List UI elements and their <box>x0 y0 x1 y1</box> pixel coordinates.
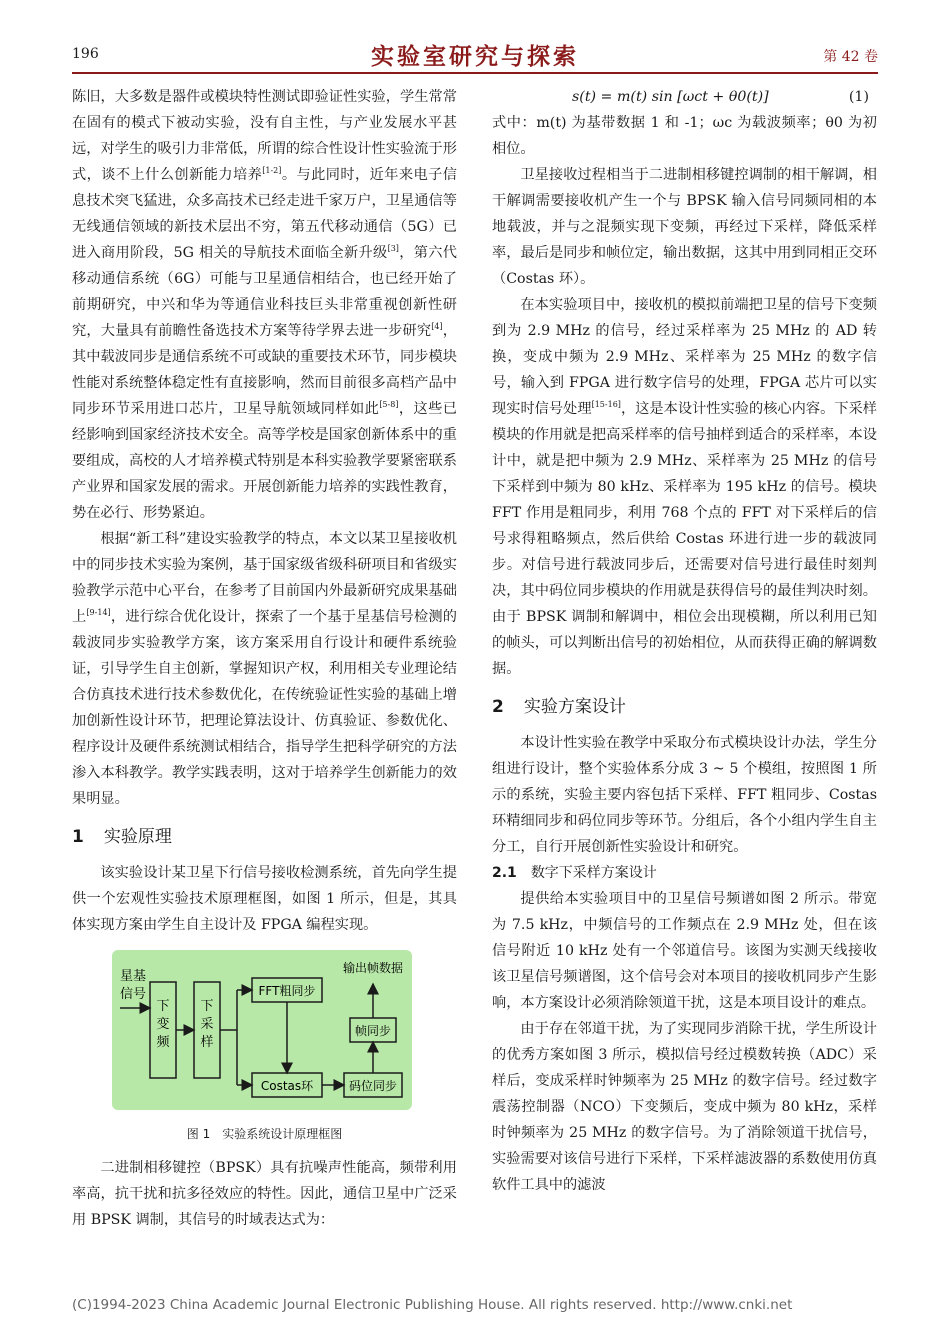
svg-text:Costas环: Costas环 <box>260 1079 314 1093</box>
page-number: 196 <box>72 46 99 62</box>
input-label-2: 信号 <box>120 987 147 1002</box>
paragraph: 提供给本实验项目中的卫星信号频谱如图 2 所示。带宽为 7.5 kHz，中频信号的工作频点在 2.9 MHz 处，但在该信号附近 10 kHz 处有一个邻道信号。该图为实测天线接收该卫星信号频谱图，这个信号会对本项目的接收机同步产生影响，本方案设计必须消除领道干扰，这是本项目设计的难点。 <box>492 891 877 1011</box>
left-column <box>72 84 457 1233</box>
citation: [5-8] <box>379 400 399 409</box>
paragraph: 二进制相移键控（BPSK）具有抗噪声性能高，频带利用率高，抗干扰和抗多径效应的特性。因此，通信卫星中广泛采用 BPSK 调制，其信号的时域表达式为： <box>72 1160 457 1228</box>
right-column <box>492 84 877 1198</box>
section-heading: 2 实验方案设计 <box>492 697 626 717</box>
header-rule <box>72 72 878 74</box>
svg-text:码位同步: 码位同步 <box>348 1079 398 1093</box>
subsection-heading: 2.1 数字下采样方案设计 <box>492 865 657 881</box>
paragraph: 在本实验项目中，接收机的模拟前端把卫星的信号下变频到为 2.9 MHz 的信号，经过采样率为 25 MHz 的 AD 转换，变成中频为 2.9 MHz、采样率为 25 MHz 的数字信号，输入到 FPGA 进行数字信号的处理，FPGA 芯片可以实现实时信号处理[15-16]，这是本设计性实验的核心内容。下采样模块的作用就是把高采样率的信号抽样到适合的采样率，本设计中，就是把中频为 2.9 MHz、采样率为 25 MHz 的信号下采样到中频为 80 kHz、采样率为 195 kHz 的信号。模块 FFT 作用是粗同步，利用 768 个点的 FFT 对下采样后的信号求得粗略频点，然后供给 Costas 环进行进一步的载波同步。对信号进行载波同步后，还需要对信号进行最佳时刻判决，其中码位同步模块的作用就是获得信号的最佳判决时刻。由于 BPSK 调制和解调中，相位会出现模糊，所以利用已知的帧头，可以判断出信号的初始相位，从而获得正确的解调数据。 <box>492 297 877 677</box>
input-label-1: 星基 <box>120 969 147 984</box>
paragraph: 本设计性实验在教学中采取分布式模块设计办法，学生分组进行设计，整个实验体系分成 3 ~ 5 个模组，按照图 1 所示的系统，实验主要内容包括下采样、FFT 粗同步、Costas 环精细同步和码位同步等环节。分组后，各个小组内学生自主分工，自行开展创新性实验设计和研究。 <box>492 735 877 855</box>
page-header <box>72 38 878 70</box>
citation: [9-14] <box>86 608 111 617</box>
svg-text:FFT粗同步: FFT粗同步 <box>258 984 316 998</box>
citation: [1-2] <box>262 166 282 175</box>
paragraph: 陈旧，大多数是器件或模块特性测试即验证性实验，学生常常在固有的模式下被动实验，没有自主性，与产业发展水平甚远，对学生的吸引力非常低，所谓的综合性设计性实验流于形式，谈不上什么创新能力培养[1-2]。与此同时，近年来电子信息技术突飞猛进，众多高技术已经走进千家万户，卫星通信等无线通信领域的新技术层出不穷，第五代移动通信（5G）已进入商用阶段，5G 相关的导航技术面临全新升级[3]，第六代移动通信系统（6G）可能与卫星通信相结合，也已经开始了前期研究，中兴和华为等通信业科技巨头非常重视创新性研究，大量具有前瞻性备选技术方案等待学界去进一步研究[4]，其中载波同步是通信系统不可或缺的重要技术环节，同步模块性能对系统整体稳定性有直接影响，然而目前很多高档产品中同步环节采用进口芯片，卫星导航领域同样如此[5-8]，这些已经影响到国家经济技术安全。高等学校是国家创新体系中的重要组成，高校的人才培养模式特别是本科实验教学要紧密联系产业界和国家发展的需求。开展创新能力培养的实践性教育，势在必行、形势紧迫。 <box>72 89 457 521</box>
paragraph: 该实验设计某卫星下行信号接收检测系统，首先向学生提供一个宏观性实验技术原理框图，如图 1 所示，但是，其具体实现方案由学生自主设计及 FPGA 编程实现。 <box>72 865 457 933</box>
output-label: 输出帧数据 <box>342 961 404 975</box>
figure-caption: 图 1 实验系统设计原理框图 <box>186 1127 343 1141</box>
paragraph: 由于存在邻道干扰，为了实现同步消除干扰，学生所设计的优秀方案如图 3 所示，模拟信号经过模数转换（ADC）采样后，变成采样时钟频率为 25 MHz 的数字信号。经过数字震荡控制器（NCO）下变频后，变成中频为 80 kHz，采样时钟频率为 25 MHz 的数字信号。为了消除领道干扰信号，实验需要对该信号进行下采样，下采样滤波器的系数使用仿真软件工具中的滤波 <box>492 1021 877 1193</box>
svg-text:采: 采 <box>200 1017 214 1032</box>
equation-1: s(t) = m(t) sin [ωct + θ0(t)] (1) <box>492 84 877 110</box>
section-heading: 1 实验原理 <box>72 827 172 847</box>
citation: [4] <box>431 322 443 331</box>
equation-number: (1) <box>848 89 869 105</box>
copyright-footer: (C)1994-2023 China Academic Journal Electronic Publishing House. All rights reserved. http://www.cnki.net <box>72 1297 793 1313</box>
svg-text:样: 样 <box>200 1035 214 1050</box>
svg-text:下: 下 <box>156 999 170 1014</box>
svg-text:下: 下 <box>200 999 214 1014</box>
citation: [15-16] <box>591 400 621 409</box>
citation: [3] <box>387 244 399 253</box>
paragraph: 式中：m(t) 为基带数据 1 和 -1；ωc 为载波频率；θ0 为初相位。 <box>492 115 877 157</box>
journal-title: 实验室研究与探索 <box>371 43 579 70</box>
volume-label: 第 42 卷 <box>823 49 878 65</box>
figure-1 <box>72 950 457 1115</box>
paragraph: 根据“新工科”建设实验教学的特点，本文以某卫星接收机中的同步技术实验为案例，基于国家级省级科研项目和省级实验教学示范中心平台，在参考了目前国内外最新研究成果基础上[9-14]，进行综合优化设计，探索了一个基于星基信号检测的载波同步实验教学方案，该方案采用自行设计和硬件系统验证，引导学生自主创新，掌握知识产权，利用相关专业理论结合仿真技术进行技术参数优化，在传统验证性实验的基础上增加创新性设计环节，把理论算法设计、仿真验证、参数优化、程序设计及硬件系统测试相结合，指导学生把科学研究的方法渗入本科教学。教学实践表明，这对于培养学生创新能力的效果明显。 <box>72 531 457 807</box>
svg-text:变: 变 <box>156 1017 170 1032</box>
paragraph: 卫星接收过程相当于二进制相移键控调制的相干解调，相干解调需要接收机产生一个与 BPSK 输入信号同频同相的本地载波，并与之混频实现下变频，再经过下采样，降低采样率，最后是同步和帧位定，输出数据，这其中用到同相正交环（Costas 环）。 <box>492 167 877 287</box>
svg-text:频: 频 <box>156 1035 170 1050</box>
svg-text:帧同步: 帧同步 <box>354 1024 392 1038</box>
block-diagram <box>112 950 412 1110</box>
